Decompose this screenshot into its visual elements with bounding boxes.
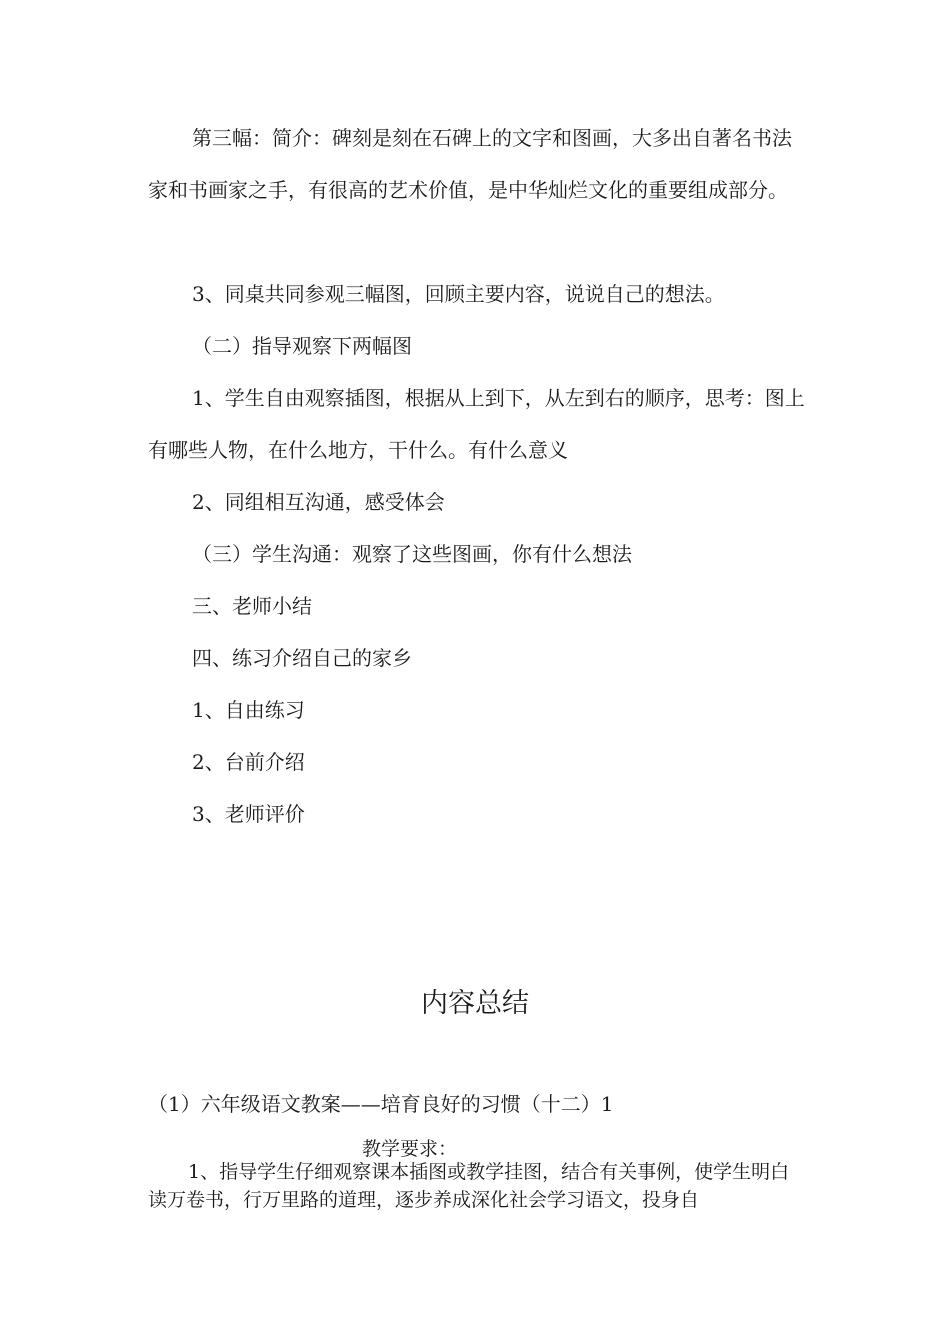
section-heading-guide-observe: （二）指导观察下两幅图 [192,334,412,358]
list-item-stage-intro: 2、台前介绍 [192,750,305,774]
paragraph-deskmate-review: 3、同桌共同参观三幅图，回顾主要内容，说说自己的想法。 [192,282,725,306]
section-heading-practice-hometown: 四、练习介绍自己的家乡 [192,646,412,670]
paragraph-group-communicate: 2、同组相互沟通，感受体会 [192,490,445,514]
section-heading-student-communicate: （三）学生沟通：观察了这些图画，你有什么想法 [192,542,632,566]
requirements-label: 教学要求： [362,1138,458,1160]
summary-heading: 内容总结 [421,988,529,1019]
paragraph-stele-intro: 第三幅：简介：碑刻是刻在石碑上的文字和图画，大多出自著名书法家和书画家之手，有很高的艺术价值，是中华灿烂文化的重要组成部分。 [148,126,792,202]
section-heading-teacher-summary: 三、老师小结 [192,594,312,618]
list-item-teacher-evaluate: 3、老师评价 [192,802,305,826]
list-item-free-practice: 1、自由练习 [192,698,305,722]
summary-item-lesson-title: （1）六年级语文教案——培育良好的习惯（十二）1 [148,1092,614,1116]
requirements-text: 1、指导学生仔细观察课本插图或教学挂图，结合有关事例，使学生明白读万卷书，行万里路的道理，逐步养成深化社会学习语文，投身自 [148,1161,790,1211]
paragraph-free-observe: 1、学生自由观察插图，根据从上到下，从左到右的顺序，思考：图上有哪些人物，在什么地方，干什么。有什么意义 [148,386,805,462]
